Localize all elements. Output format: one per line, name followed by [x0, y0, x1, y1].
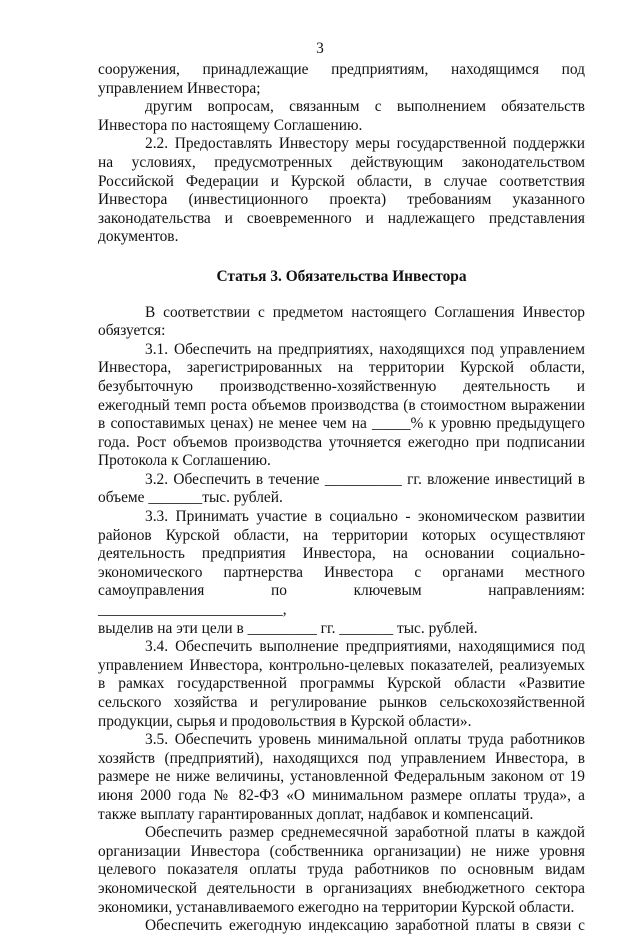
paragraph-3-2: 3.2. Обеспечить в течение __________ гг. вложение инвестиций в объеме _______тыс. рублей.	[98, 470, 585, 507]
document-body	[98, 61, 585, 936]
paragraph-investor-management: управлением Инвестора;	[98, 79, 261, 97]
paragraph-3-3: 3.3. Принимать участие в социально - экономическом развитии районов Курской области, на территории которых осуществляют деятельность предприятия Инвестора, на основании социально-экономического партнерства Инвестора с органами местного самоуправления по ключевым направлениям: ________________________,	[98, 508, 585, 619]
paragraph-3-5: 3.5. Обеспечить уровень минимальной оплаты труда работников хозяйств (предприятий), находящихся под управлением Инвестора, в размере не ниже величины, установленной Федеральным законом от 19 июня 2000 года № 82-ФЗ «О минимальном размере оплаты труда», а также выплату гарантированных доплат, надбавок и компенсаций.	[98, 731, 585, 823]
paragraph-2-2: 2.2. Предоставлять Инвестору меры государственной поддержки на условиях, предусмотренных действующим законодательством Российской Федерации и Курской области, в случае соответствия Инвестора (инвестиционного проекта) требованиям указанного законодательства и своевременного и надлежащего представления документов.	[98, 135, 585, 246]
page-number: 3	[316, 40, 324, 57]
paragraph-structures-line: сооружения, принадлежащие предприятиям, находящимся под	[98, 61, 585, 78]
paragraph-investor-obliges: В соответствии с предметом настоящего Соглашения Инвестор обязуется:	[98, 303, 585, 340]
paragraph-3-1: 3.1. Обеспечить на предприятиях, находящихся под управлением Инвестора, зарегистрированных на территории Курской области, безубыточную производственно-хозяйственную деятельность и ежегодный темп роста объемов производства (в стоимостном выражении в сопоставимых ценах) не менее чем на _____% к уровню предыдущего года. Рост объемов производства уточняется ежегодно при подписании Протокола к Соглашению.	[98, 340, 585, 470]
paragraph-3-3-allocation: выделив на эти цели в _________ гг. _______ тыс. рублей.	[98, 619, 478, 637]
paragraph-3-4: 3.4. Обеспечить выполнение предприятиями, находящимися под управлением Инвестора, контрольно-целевых показателей, реализуемых в рамках государственной программы Курской области «Развитие сельского хозяйства и регулирование рынков сельскохозяйственной продукции, сырья и продовольствия в Курской области».	[98, 638, 585, 730]
paragraph-other-questions: другим вопросам, связанным с выполнением обязательств Инвестора по настоящему Соглашению.	[98, 98, 585, 134]
article-3-heading: Статья 3. Обязательства Инвестора	[216, 267, 467, 285]
paragraph-average-salary: Обеспечить размер среднемесячной заработной платы в каждой организации Инвестора (собственника организации) не ниже уровня целевого показателя оплаты труда работников по основным видам экономической деятельности в организациях внебюджетного сектора экономики, устанавливаемого ежегодно на территории Курской области.	[98, 824, 585, 916]
paragraph-salary-indexation: Обеспечить ежегодную индексацию заработной платы в связи с	[145, 917, 585, 935]
